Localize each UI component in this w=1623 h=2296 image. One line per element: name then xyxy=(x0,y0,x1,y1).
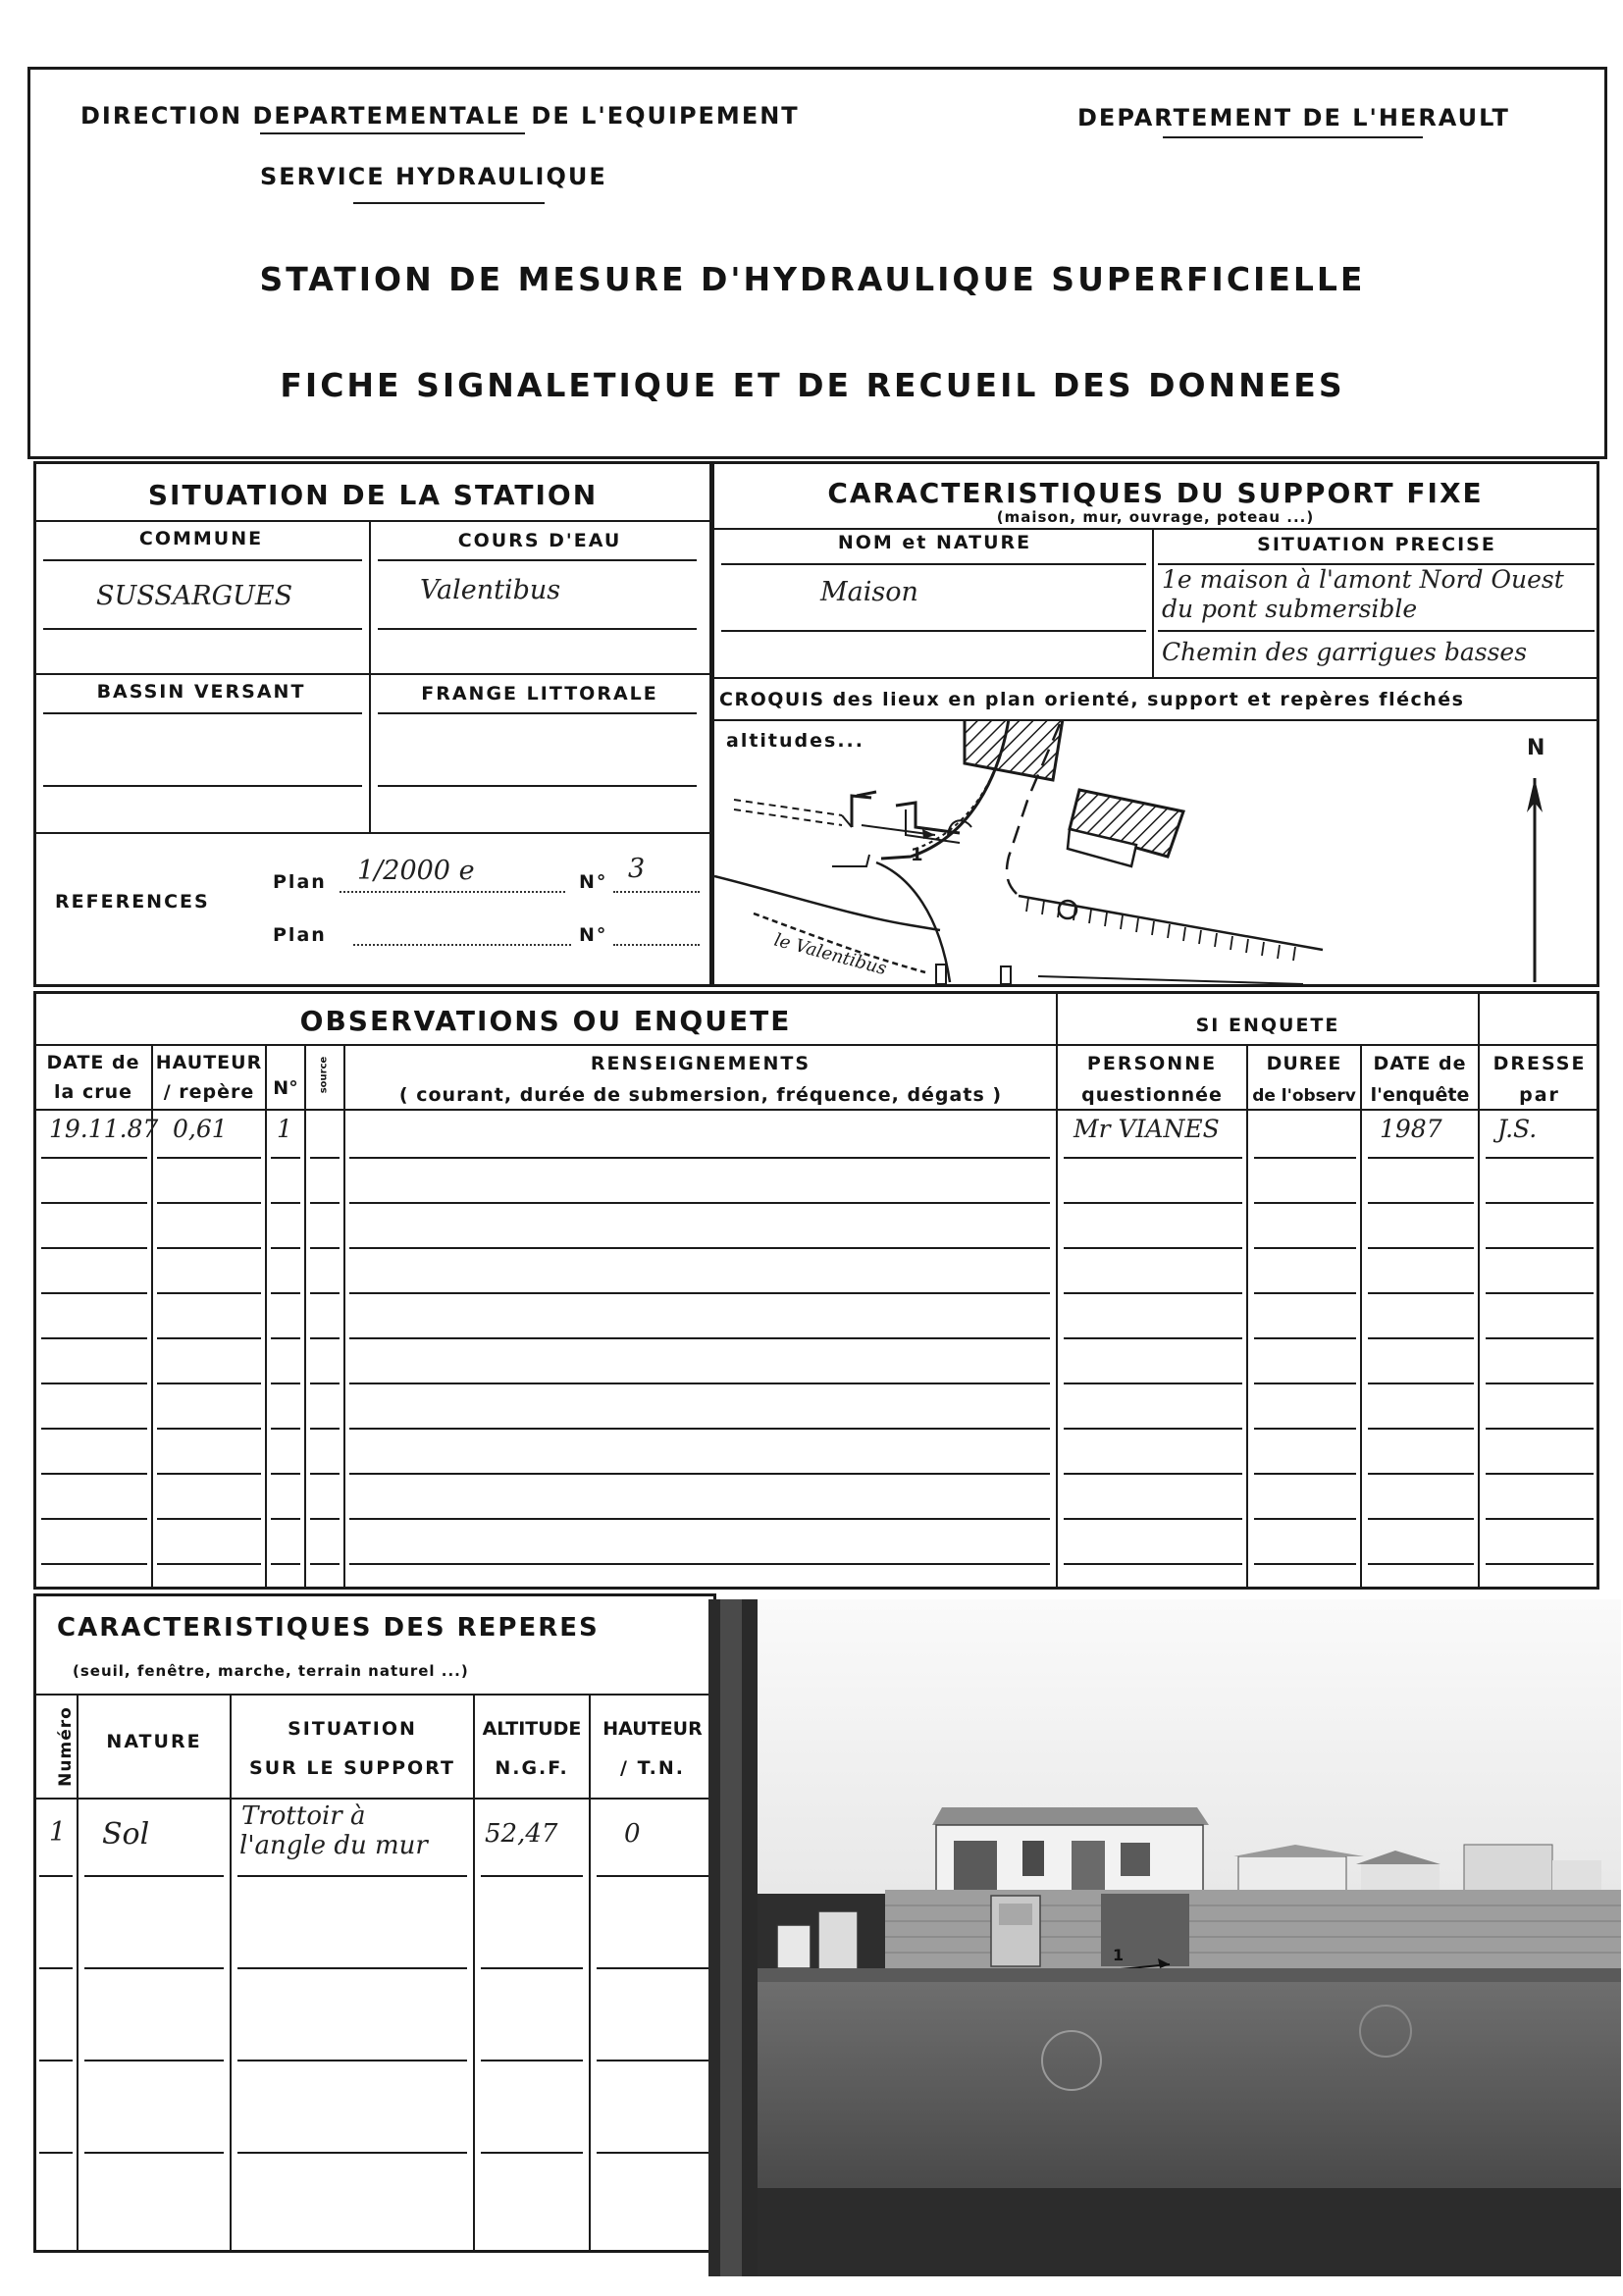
col-duree: DUREE de l'observ xyxy=(1252,1053,1356,1106)
support-subheading: (maison, mur, ouvrage, poteau ...) xyxy=(996,508,1315,526)
situation-precise-label: SITUATION PRECISE xyxy=(1257,534,1496,555)
col-situation: SITUATION SUR LE SUPPORT xyxy=(249,1718,455,1779)
org-line: DIRECTION DEPARTEMENTALE DE L'EQUIPEMENT xyxy=(80,102,800,130)
col-date-crue: DATE de la crue xyxy=(46,1052,140,1103)
situation-line2: du pont submersible xyxy=(1162,595,1418,623)
obs-row-personne: Mr VIANES xyxy=(1073,1115,1220,1143)
support-heading: CARACTERISTIQUES DU SUPPORT FIXE xyxy=(827,477,1484,509)
col-no: N° xyxy=(273,1077,298,1099)
rep-row-situation-2: l'angle du mur xyxy=(239,1831,428,1860)
bassin-label: BASSIN VERSANT xyxy=(96,681,306,703)
rep-row-situation-1: Trottoir à xyxy=(241,1801,366,1831)
si-enquete-label: SI ENQUETE xyxy=(1195,1015,1340,1036)
no1-label: N° xyxy=(579,871,608,893)
croquis-sketch xyxy=(714,719,1597,984)
col-nature: NATURE xyxy=(106,1731,202,1752)
rep-row-numero: 1 xyxy=(49,1817,67,1848)
nom-value: Maison xyxy=(820,577,918,607)
no1-value: 3 xyxy=(628,854,646,884)
references-label: REFERENCES xyxy=(55,891,210,913)
river-label: le Valentibus xyxy=(771,929,889,980)
department: DEPARTEMENT DE L'HERAULT xyxy=(1077,104,1510,131)
reperes-rules xyxy=(33,1798,716,2249)
col-source: source xyxy=(318,1056,330,1094)
situation-heading: SITUATION DE LA STATION xyxy=(147,479,599,511)
form-subtitle: FICHE SIGNALETIQUE ET DE RECUEIL DES DONNEES xyxy=(280,366,1345,404)
service-name: SERVICE HYDRAULIQUE xyxy=(260,163,607,190)
rep-row-hauteur: 0 xyxy=(624,1819,641,1849)
obs-row-dresse: J.S. xyxy=(1497,1115,1538,1143)
situation-line3: Chemin des garrigues basses xyxy=(1162,638,1528,666)
photo-marker: 1 xyxy=(1113,1946,1125,1964)
plan2-label: Plan xyxy=(273,924,327,946)
rep-row-nature: Sol xyxy=(102,1817,150,1852)
form-title: STATION DE MESURE D'HYDRAULIQUE SUPERFICIELLE xyxy=(259,260,1366,298)
col-personne: PERSONNE questionnée xyxy=(1081,1053,1223,1106)
plan1-value: 1/2000 e xyxy=(357,856,475,886)
cours-label: COURS D'EAU xyxy=(457,530,622,551)
obs-row-date: 19.11.87 xyxy=(49,1115,159,1143)
col-altitude: ALTITUDE N.G.F. xyxy=(482,1718,582,1779)
observations-rules xyxy=(33,1109,1599,1590)
observations-heading: OBSERVATIONS OU ENQUETE xyxy=(299,1005,792,1037)
croquis-label: CROQUIS des lieux en plan orienté, support et repères fléchés xyxy=(719,689,1465,710)
no2-label: N° xyxy=(579,924,608,946)
nom-label: NOM et NATURE xyxy=(837,532,1032,553)
situation-line1: 1e maison à l'amont Nord Ouest xyxy=(1162,565,1564,594)
col-hauteur-tn: HAUTEUR / T.N. xyxy=(602,1718,703,1779)
col-numero: Numéro xyxy=(55,1706,76,1787)
altitudes-label: altitudes... xyxy=(726,730,864,752)
reperes-subheading: (seuil, fenêtre, marche, terrain naturel ...) xyxy=(73,1662,469,1680)
commune-value: SUSSARGUES xyxy=(96,581,293,611)
obs-row-no: 1 xyxy=(277,1115,292,1143)
col-dresse: DRESSE par xyxy=(1492,1053,1587,1106)
commune-label: COMMUNE xyxy=(138,528,264,549)
north-label: N xyxy=(1527,736,1545,760)
marker-1: 1 xyxy=(911,845,923,865)
obs-row-date-enquete: 1987 xyxy=(1380,1115,1442,1143)
col-renseignements: RENSEIGNEMENTS ( courant, durée de submersion, fréquence, dégats ) xyxy=(398,1053,1003,1106)
frange-label: FRANGE LITTORALE xyxy=(421,683,658,704)
plan1-label: Plan xyxy=(273,871,327,893)
cours-value: Valentibus xyxy=(420,575,561,605)
col-date-enquete: DATE de l'enquête xyxy=(1370,1053,1470,1106)
obs-row-hauteur: 0,61 xyxy=(173,1115,228,1143)
col-hauteur: HAUTEUR / repère xyxy=(155,1052,263,1103)
reperes-heading: CARACTERISTIQUES DES REPERES xyxy=(57,1613,600,1643)
rep-row-altitude: 52,47 xyxy=(485,1819,558,1849)
site-photo xyxy=(708,1599,1621,2276)
